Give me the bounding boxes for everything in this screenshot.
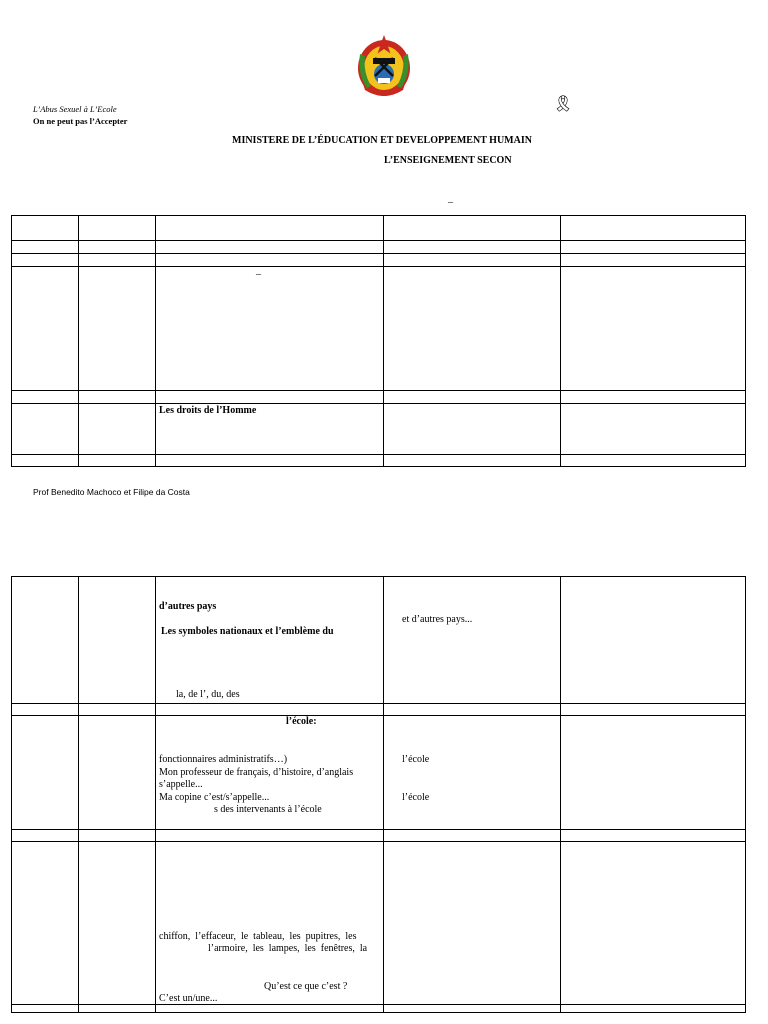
content-school-2: l’école (402, 792, 430, 803)
school-line-3: s’appelle... (159, 779, 203, 790)
table-cell (12, 216, 79, 241)
table-cell (79, 241, 156, 254)
table-cell (79, 842, 156, 1005)
table-cell (12, 241, 79, 254)
table-cell (12, 716, 79, 830)
cell-dash: _ (256, 265, 261, 276)
table-cell (79, 577, 156, 704)
table-cell (156, 267, 384, 391)
school-line-2: Mon professeur de français, d’histoire, d’anglais (159, 767, 354, 778)
header-slogan-line1: L’Abus Sexuel à L’Ecole (33, 104, 117, 114)
table-cell (156, 716, 384, 830)
table-cell (156, 391, 384, 404)
table-cell (156, 455, 384, 467)
table-cell (384, 391, 561, 404)
section-title: L’ENSEIGNEMENT SECON (384, 155, 512, 166)
table-cell (384, 216, 561, 241)
table-cell (384, 716, 561, 830)
table-cell (12, 1005, 79, 1013)
table-cell (156, 216, 384, 241)
table-cell (384, 704, 561, 716)
table-cell (384, 404, 561, 455)
table-cell (156, 842, 384, 1005)
table-cell (384, 577, 561, 704)
table-cell (561, 1005, 746, 1013)
table-cell (79, 404, 156, 455)
table-cell (384, 455, 561, 467)
table-cell (156, 404, 384, 455)
table-cell (561, 716, 746, 830)
table-cell (561, 830, 746, 842)
table-cell (156, 704, 384, 716)
answer-it-is: C’est un/une... (159, 993, 218, 1004)
table-cell (79, 704, 156, 716)
header-slogan-line2: On ne peut pas l’Accepter (33, 116, 128, 126)
table-cell (561, 404, 746, 455)
table-cell (79, 254, 156, 267)
table-cell (12, 267, 79, 391)
table-cell (12, 704, 79, 716)
classroom-objects-line-1: chiffon, l’effaceur, le tableau, les pupitres, les (159, 931, 357, 942)
awareness-ribbon-icon: 🎗 (553, 96, 574, 113)
table-cell (561, 704, 746, 716)
human-rights-topic: Les droits de l’Homme (159, 405, 257, 416)
table-cell (79, 216, 156, 241)
table-cell (79, 1005, 156, 1013)
table-cell (384, 267, 561, 391)
content-other-countries: et d’autres pays... (402, 614, 473, 625)
table-cell (12, 577, 79, 704)
table-cell (384, 830, 561, 842)
topic-national-symbols: Les symboles nationaux et l’emblème du (161, 626, 334, 637)
authors-footer: Prof Benedito Machoco et Filipe da Costa (33, 487, 190, 497)
table-cell (12, 404, 79, 455)
table-cell (561, 391, 746, 404)
content-school-1: l’école (402, 754, 430, 765)
table-cell (384, 1005, 561, 1013)
table-cell (384, 842, 561, 1005)
table-cell (156, 577, 384, 704)
table-cell (79, 391, 156, 404)
school-line-5: s des intervenants à l’école (214, 804, 322, 815)
ministry-title: MINISTERE DE L’ÉDUCATION ET DEVELOPPEMENT HUMAIN (232, 135, 532, 146)
table-cell (561, 216, 746, 241)
table-cell (79, 716, 156, 830)
table-cell (561, 577, 746, 704)
table-cell (384, 254, 561, 267)
table-cell (561, 267, 746, 391)
table-cell (384, 241, 561, 254)
classroom-objects-line-2: l’armoire, les lampes, les fenêtres, la (208, 943, 368, 954)
national-emblem (351, 32, 417, 100)
table-cell (561, 241, 746, 254)
table-cell (561, 254, 746, 267)
table-cell (79, 455, 156, 467)
school-line-4: Ma copine c’est/s’appelle... (159, 792, 270, 803)
table-cell (156, 1005, 384, 1013)
topic-school: l’école: (286, 716, 317, 727)
table-cell (12, 842, 79, 1005)
topic-other-countries: d’autres pays (159, 601, 217, 612)
topic-articles: la, de l’, du, des (176, 689, 240, 700)
school-line-1: fonctionnaires administratifs…) (159, 754, 288, 765)
table-cell (12, 391, 79, 404)
table-cell (79, 267, 156, 391)
header-dash: _ (448, 193, 453, 204)
table-cell (156, 241, 384, 254)
curriculum-table-2 (11, 576, 746, 1013)
question-what-is-it: Qu’est ce que c’est ? (264, 981, 348, 992)
table-cell (561, 842, 746, 1005)
table-cell (561, 455, 746, 467)
table-cell (79, 830, 156, 842)
curriculum-table-1 (11, 215, 746, 467)
table-cell (156, 830, 384, 842)
table-cell (12, 830, 79, 842)
table-cell (12, 254, 79, 267)
table-cell (12, 455, 79, 467)
